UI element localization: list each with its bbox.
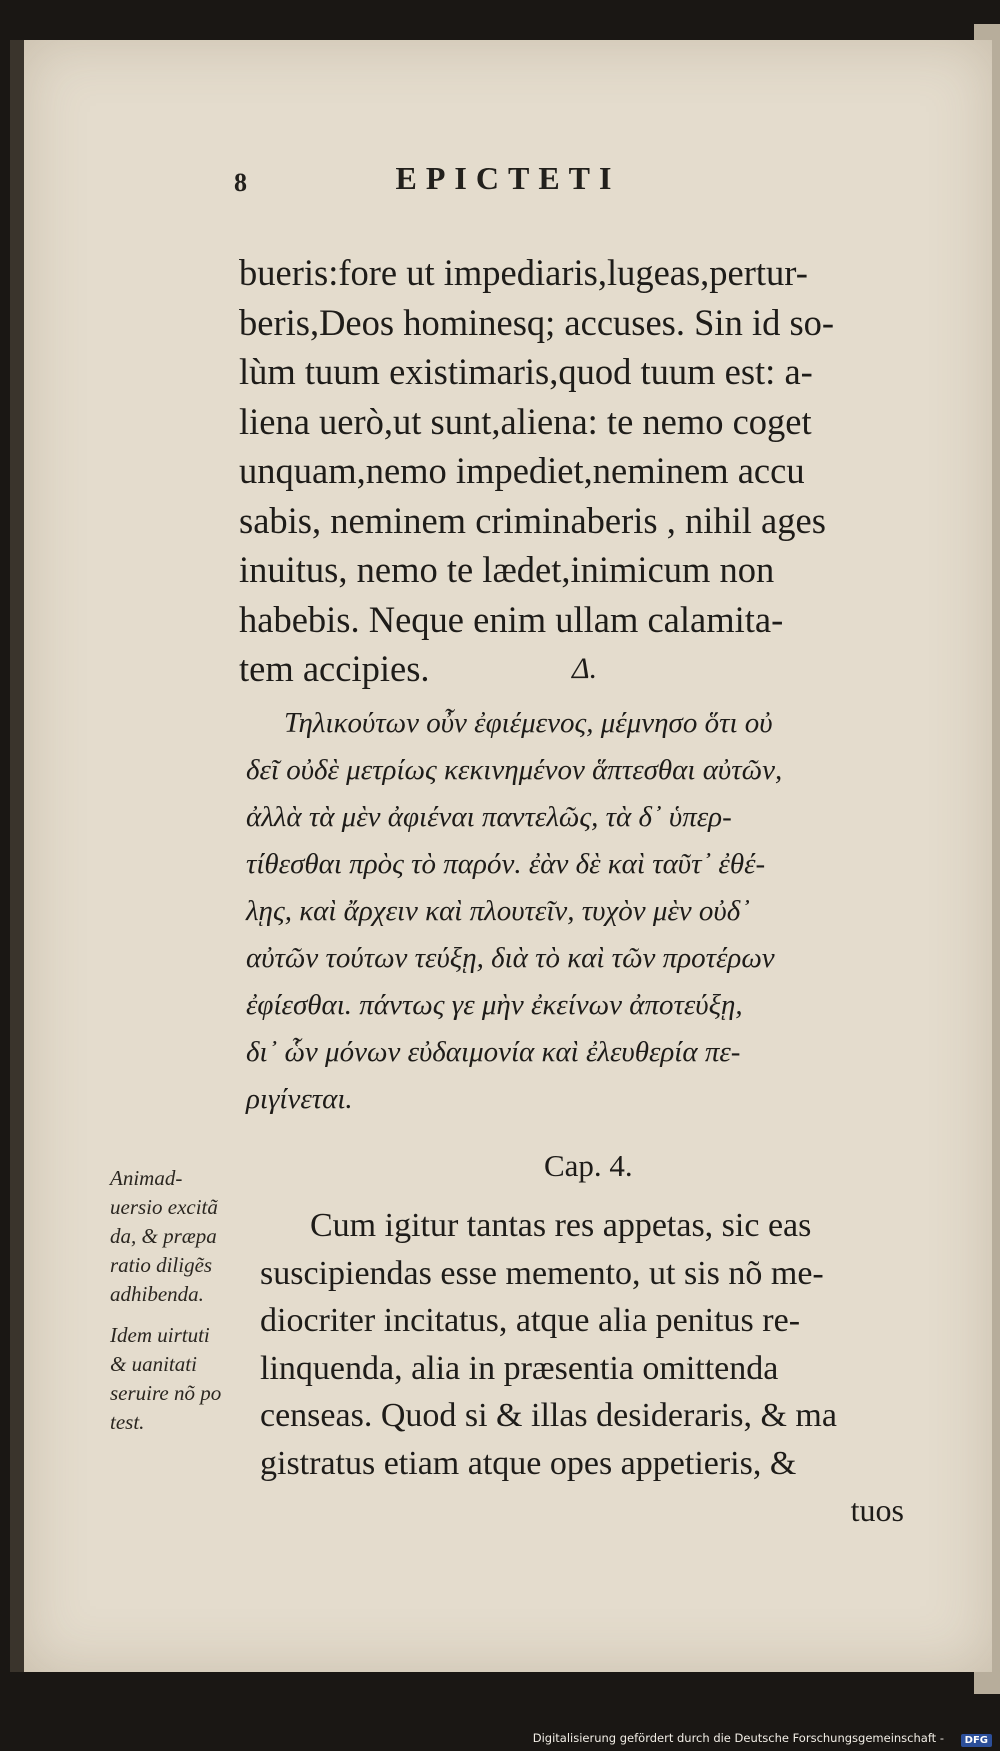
dfg-logo: DFG <box>961 1734 992 1747</box>
text-line: δεῖ οὐδὲ μετρίως κεκινημένον ἅπτεσθαι αὐτῶν, <box>246 754 783 786</box>
text-line: inuitus, nemo te lædet,inimicum non <box>239 549 775 590</box>
text-line: liena uerò,ut sunt,aliena: te nemo coget <box>239 400 812 442</box>
text-line: tem accipies. <box>239 648 430 689</box>
text-line: habebis. Neque enim ullam calamita- <box>239 598 784 640</box>
text-line: diocriter incitatus, atque alia penitus re- <box>260 1302 801 1339</box>
page-number: 8 <box>234 168 247 197</box>
margin-note-animadversio <box>110 1164 250 1309</box>
text-line: ριγίνεται. <box>246 1083 353 1115</box>
margin-note-line: da, & præpa <box>110 1224 217 1248</box>
text-line: bueris:fore ut impediaris,lugeas,pertur- <box>239 252 808 293</box>
margin-note-line: adhibenda. <box>110 1282 204 1306</box>
running-head <box>24 160 992 210</box>
margin-note-line: & uanitati <box>110 1352 197 1376</box>
chapter-paragraph <box>260 1202 940 1487</box>
text-line: suscipiendas esse memento, ut sis nõ me- <box>260 1254 824 1292</box>
text-line: δι᾽ ὧν μόνων εὐδαιμονία καὶ ἐλευθερία πε- <box>246 1036 741 1068</box>
margin-note-line: ratio diligẽs <box>110 1253 213 1277</box>
margin-notes <box>110 1164 250 1449</box>
margin-note-line: test. <box>110 1410 145 1434</box>
text-line: censeas. Quod si & illas desideraris, & ma <box>260 1397 837 1434</box>
text-line: lùm tuum existimaris,quod tuum est: a- <box>239 351 813 392</box>
margin-note-idem <box>110 1321 250 1437</box>
text-line: unquam,nemo impediet,neminem accu <box>239 450 805 491</box>
catchword: tuos <box>850 1492 904 1528</box>
text-line: ἀλλὰ τὰ μὲν ἀφιέναι παντελῶς, τὰ δ᾽ ὑπερ- <box>246 801 732 833</box>
text-line: ἐφίεσθαι. πάντως γε μὴν ἐκείνων ἀποτεύξῃ, <box>246 989 743 1021</box>
greek-paragraph <box>246 700 941 1123</box>
margin-note-line: seruire nõ po <box>110 1381 222 1405</box>
text-line: Τηλικούτων οὖν ἐφιέμενος, μέμνησο ὅτι οὐ <box>284 707 773 739</box>
text-line: λῃς, καὶ ἄρχειν καὶ πλουτεῖν, τυχὸν μὲν οὐδ᾽ <box>246 895 750 927</box>
book-page <box>10 40 992 1672</box>
margin-note-line: uersio excitã <box>110 1195 218 1219</box>
text-line: sabis, neminem criminaberis , nihil ages <box>239 499 826 541</box>
header-title: EPICTETI <box>395 160 621 196</box>
text-line: τίθεσθαι πρὸς τὸ παρόν. ἐὰν δὲ καὶ ταῦτ᾽ ἐθέ- <box>246 848 766 880</box>
section-mark: Δ. <box>572 652 598 685</box>
digitization-credit: Digitalisierung gefördert durch die Deutsche Forschungsgemeinschaft - <box>532 1731 944 1745</box>
text-line: linquenda, alia in præsentia omittenda <box>260 1349 779 1387</box>
margin-note-line: Idem uirtuti <box>110 1323 210 1347</box>
text-line: Cum igitur tantas res appetas, sic eas <box>310 1207 812 1244</box>
chapter-heading: Cap. 4. <box>544 1148 633 1183</box>
text-line: gistratus etiam atque opes appetieris, & <box>260 1444 797 1482</box>
latin-paragraph <box>239 248 934 694</box>
text-line: beris,Deos hominesq; accuses. Sin id so- <box>239 301 835 343</box>
text-line: αὐτῶν τούτων τεύξῃ, διὰ τὸ καὶ τῶν προτέρων <box>246 942 775 974</box>
margin-note-line: Animad- <box>110 1166 183 1190</box>
